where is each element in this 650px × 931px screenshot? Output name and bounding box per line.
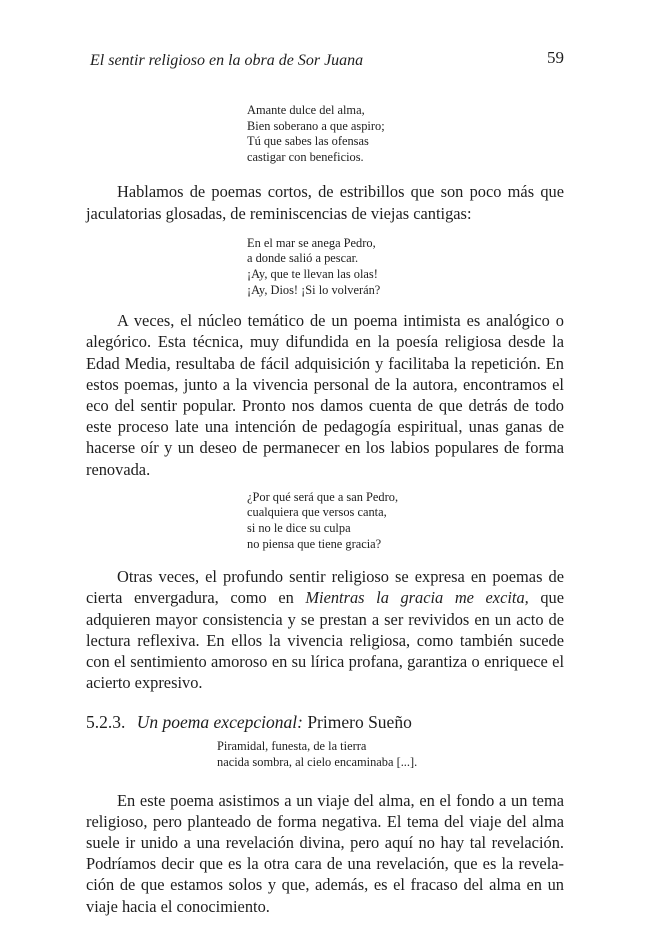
poem-line: nacida sombra, al cielo encaminaba [...]. <box>217 754 418 769</box>
paragraph: En este poema asistimos a un viaje del alma, en el fondo a un tema religioso, pero planteado de forma negativa. El tema del viaje del alma suele ir unido a una revelación divina, pero aquí no hay tal revelación. Podríamos decir que es la otra cara de una revelación, que es la revelación de que estamos solos y que, además, es el fracaso del alma en un viaje hacia el conocimiento. <box>86 790 564 916</box>
poem-line: ¡Ay, Dios! ¡Si lo volverán? <box>247 282 381 297</box>
poem-line: castigar con beneficios. <box>247 149 364 164</box>
poem-line: a donde salió a pescar. <box>247 251 359 266</box>
paragraph: Hablamos de poemas cortos, de estribillos que son poco más que jaculatorias glosadas, de reminiscencias de viejas cantigas: <box>86 182 564 223</box>
poem-line: si no le dice su culpa <box>247 520 351 535</box>
poem-title: Mientras la gracia me excita, <box>305 588 529 608</box>
poem-line: no piensa que tiene gracia? <box>247 536 382 551</box>
poem-line: Amante dulce del alma, <box>247 103 365 117</box>
poem-line: Tú que sabes las ofensas <box>247 134 369 149</box>
section-heading <box>86 711 564 733</box>
poem-line: cualquiera que versos canta, <box>247 505 387 520</box>
poem-line: ¡Ay, que te llevan las olas! <box>247 266 378 281</box>
paragraph: A veces, el núcleo temático de un poema intimista es analógico o alegórico. Esta técnica, muy difundida en la poesía religiosa desde la Edad Media, resultaba de fácil adquisición y facilitaba la repetición. En estos poemas, junto a la vivencia personal de la autora, encontramos el eco del sentir popular. Pronto nos damos cuenta de que detrás de todo este proceso late una intención de pedagogía espiritual, unas ganas de hacerse oír y un deseo de permanecer en los labios populares de forma renovada. <box>86 311 564 479</box>
running-title: El sentir religioso en la obra de Sor Juana <box>90 52 364 69</box>
poem-block <box>217 739 564 770</box>
poem-block <box>247 103 564 165</box>
poem-line: Piramidal, funesta, de la tierra <box>217 739 367 754</box>
page-number: 59 <box>547 48 564 67</box>
poem-block <box>247 236 564 298</box>
section-title-regular: Primero Sueño <box>307 712 412 733</box>
poem-block <box>247 490 564 552</box>
poem-line: En el mar se anega Pedro, <box>247 235 376 250</box>
paragraph <box>86 566 564 693</box>
section-title-italic: Un poema excepcional: <box>136 712 303 733</box>
poem-line: ¿Por qué será que a san Pedro, <box>247 489 399 504</box>
poem-line: Bien soberano a que aspiro; <box>247 118 385 133</box>
page-header <box>90 44 564 72</box>
paragraph-text: que adquieren mayor consistencia y se prestan a ser revividos en un acto de lectura reflexiva. En ellos la vivencia religiosa, como también sucede con el sentimiento amoroso en su lírica profana, garantiza o enriquece el acierto expresivo. <box>86 588 564 693</box>
page-body <box>86 103 564 917</box>
section-number: 5.2.3. <box>86 712 126 733</box>
paragraph-text: Otras veces, el profundo sentir religioso se expresa en poemas de cierta envergadura, como en <box>86 567 564 608</box>
